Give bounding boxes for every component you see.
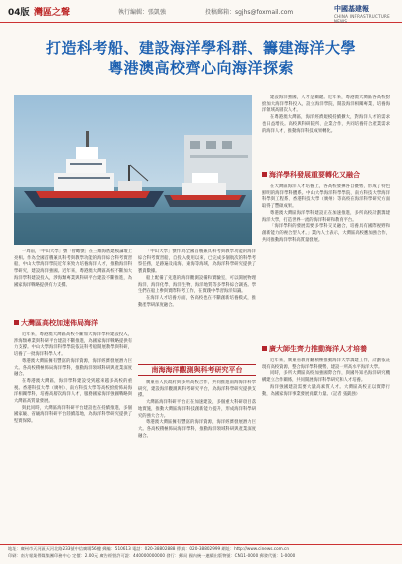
submission-email: 投稿郵箱：sgjhs@foxmail.com (205, 9, 294, 16)
footer-print-info: 印刷：南方報業傳媒集團印務中心 定價：2.00元 廣告經營許可證：440000000000 發行：郵局 國內統一連續出版物號：CN11-0000 郵發代號：1-0000 (8, 553, 296, 558)
article-paragraph: 「中山大學」號作為全國首艘兼具科考與教學功能的海洋綜合科考實習船，自投入使用以來，已完成多個航次的科學考察任務，足跡遍及南海、東海等海域，為海洋科學研究提供了寶貴數據。 (138, 249, 256, 275)
page-header (0, 0, 402, 23)
newspaper-logo (334, 4, 402, 24)
article-column-middle (138, 380, 256, 540)
article-paragraph: 海洋強國建設需要大量高素質人才。大灣區高校正以實際行動，為國家海洋事業發展貢獻力量。（記者 張凱強） (262, 384, 390, 397)
article-paragraph: 在海洋人才培養方面，各高校也在不斷創新培養模式，推動產學研深度融合。 (138, 295, 256, 308)
article-paragraph: 廣東省人民政府與多所高校合作，共同推進南海海洋科學研究，建設海洋觀測與科考研究平台，為海洋科學研究提供支撐。 (138, 380, 256, 399)
subhead-bay-area (14, 318, 132, 328)
article-paragraph: 粵港澳大灣區擁有豐富的海洋資源，海洋經濟發展潛力巨大。各高校積極佈局海洋學科，推動海洋領域科研與產業深度融合。 (138, 420, 256, 439)
article-paragraph: 船上配備了先進的海洋觀測設備和實驗室，可以開展物理海洋、海洋化學、海洋生物、海洋地質等多學科綜合調查。學生們在船上參與實際科考工作，在實踐中學習海洋知識。 (138, 275, 256, 295)
article-paragraph: 近年來，廣東省教育廳積極推動海洋大學籌建工作，計劃依託現有高校資源，整合海洋學科優勢，建設一所高水平海洋大學。 (262, 358, 390, 370)
article-paragraph: 在粵港澳大灣區，海洋經濟規模持續擴大，對海洋人才的需求也日益增長。高校與科研院所、企業合作，共同培養符合產業需求的海洋人才，推動海洋科技成果轉化。 (262, 115, 390, 134)
research-vessel-photo (14, 95, 252, 245)
headline-line-1: 打造科考船、建設海洋學科群、籌建海洋大學 (45, 39, 356, 57)
subhead-bay-area-text: 大灣區高校加速佈局海洋 (21, 319, 98, 327)
article-paragraph: 大灣區海洋科研平台正在加速建設，多個重大科研項目落地實施，推動大灣區海洋科技創新能力提升，形成海洋科學研究的強大合力。 (138, 400, 256, 419)
article-column-right-bottom (262, 358, 390, 540)
article-column-middle-top (138, 249, 256, 359)
page-number: 04版 (8, 8, 30, 18)
article-column-right (262, 184, 390, 338)
article-paragraph: 粵港澳大灣區擁有豐富的海洋資源，海洋經濟發展潛力巨大。各高校積極佈局海洋學科，推動海洋領域科研與產業深度融合。 (14, 358, 132, 378)
article-paragraph: 粵港澳大灣區海洋學科建設正在加速推進，多所高校計劃籌建海洋大學，打造世界一流的海洋科研和教育平台。 (262, 210, 390, 223)
article-paragraph: 「海洋學科的發展需要多學科交叉融合，培養具有國際視野和創新能力的複合型人才。」業內人士表示，大灣區高校應加強合作，共同推動海洋學科高質量發展。 (262, 224, 390, 243)
logo-text: 中國基建報 (334, 5, 369, 13)
subhead-marker-icon (14, 320, 19, 325)
article-paragraph: 與此同時，大灣區海洋科研平台建設也在持續推進，多個國家級、省級海洋科研平台陸續落地，為海洋科學研究提供了堅實保障。 (14, 405, 132, 425)
section-name: 灣區之聲 (34, 8, 71, 18)
article-column-right-top (262, 95, 390, 165)
page-footer (0, 544, 402, 564)
intro-paragraph: 一周前，「中山大學」號「智瞰號」在三維海底建模論壇上亮相。作為全國首艘兼具科考與教學功能的海洋綜合科考實習船，中山大學海洋學院近年來致力培養海洋人才，推動海洋科學研究，建設海洋強國。近年來，粵港澳大灣區高校不斷加大海洋學科建設投入，涉海類專業與科研平台建設不斷推進，為國家海洋戰略提供有力支撐。 (14, 249, 132, 288)
headline-block (0, 38, 402, 78)
article-paragraph: 近年來，粵港澳大灣區高校不斷加大海洋學科建設投入，涉海類專業與科研平台建設不斷推進，為國家海洋戰略提供有力支撐。中山大學海洋科學學院依託科考船開展教學與科研，培養了一批海洋科學人才。 (14, 332, 132, 358)
subhead-talent-text: 廣大師生齊力推動海洋人才培養 (269, 345, 367, 353)
subhead-talent (262, 344, 390, 354)
subhead-discipline (262, 170, 390, 180)
article-paragraph: 在粵港澳大灣區，海洋學科建設受到越來越多高校的重視。香港科技大學（廣州）、南方科技大學等高校紛紛佈局海洋相關學科，培養高層次海洋人才，服務國家海洋強國戰略與大灣區高質量發展。 (14, 378, 132, 405)
article-column-left (14, 332, 132, 540)
subhead-platform: 南海海洋觀測與科考研究平台 (138, 364, 256, 376)
footer-address: 地址：廣州市天河區天河北路233號中信廣場56樓 郵編：510613 電話：020-38802888 傳真：020-38802999 網址：http://www.cinews.com.cn (8, 546, 289, 551)
subhead-discipline-text: 海洋學科發展重要轉化又融合 (269, 171, 360, 179)
logo-subtext: CHINA INFRASTRUCTURE NEWS (334, 14, 390, 24)
article-column-left-top (14, 249, 132, 313)
editor-credit: 執行編輯：張凱強 (118, 9, 167, 16)
article-paragraph: 在大灣區海洋人才培養上，各高校發揮各自優勢，形成了特色鮮明的海洋學科體系。中山大學海洋科學學院、南方科技大學海洋科學與工程系、香港科技大學（廣州）等高校在海洋科學研究方面取得了豐碩成果。 (262, 184, 390, 210)
article-paragraph: 建設海洋強國，人才是關鍵。近年來，粵港澳大灣區各高校紛紛加大海洋學科投入，設立海洋學院，開設海洋相關專業，培養海洋領域高層次人才。 (262, 95, 390, 114)
subhead-marker-icon (262, 172, 267, 177)
article-paragraph: 同時，多所大灣區高校加強國際合作，與國外知名海洋研究機構建立合作關係，共同開展海洋科學研究和人才培養。 (262, 371, 390, 384)
subhead-marker-icon (262, 346, 267, 351)
headline-line-2: 粵港澳高校齊心向海洋探索 (107, 59, 294, 77)
